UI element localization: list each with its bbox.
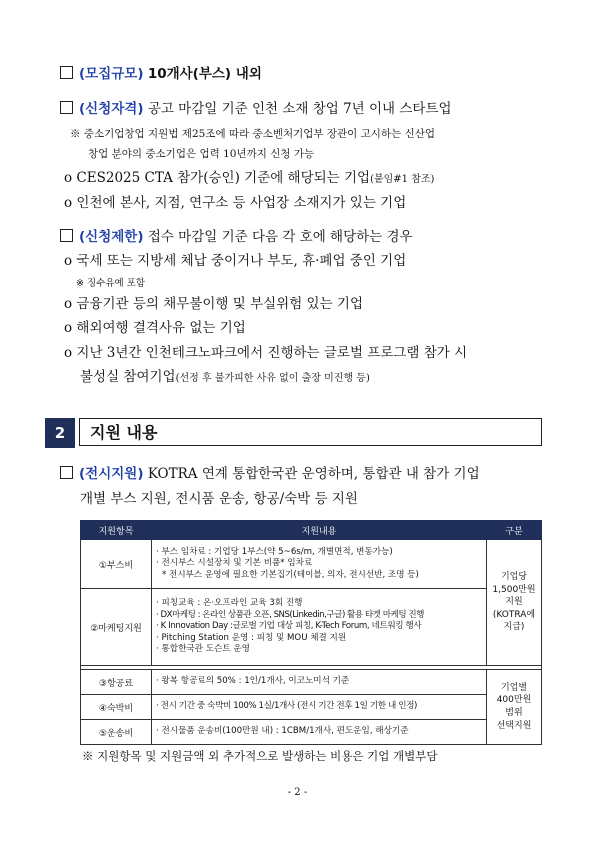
exhibit-text-2: 개별 부스 지원, 전시품 운송, 항공/숙박 등 지원 <box>80 491 358 507</box>
restriction-item-3: o 해외여행 결격사유 없는 기업 <box>64 320 246 336</box>
division-2 <box>487 670 542 745</box>
page-number: - 2 - <box>287 787 308 798</box>
section-number: 2 <box>45 418 75 448</box>
eligibility-note-1: ※ 중소기업창업 지원법 제25조에 따라 중소벤처기업부 장관이 고시하는 신산업 <box>70 128 435 140</box>
table-row <box>81 540 542 589</box>
support-table <box>80 520 542 745</box>
division-2-line: 400만원 <box>496 695 532 706</box>
restriction-label: (신청제한) <box>79 229 144 245</box>
restriction-item-2: o 금융기관 등의 채무불이행 및 부실위험 있는 기업 <box>64 296 363 312</box>
booth-category: ①부스비 <box>81 540 152 589</box>
division-1-line: 지원 <box>505 597 523 608</box>
eligibility-item-1 <box>64 170 434 186</box>
division-1-line: (KOTRA에 <box>492 609 536 620</box>
division-2-line: 기업별 <box>500 682 528 693</box>
restriction-item-1: o 국세 또는 지방세 체납 중이거나 부도, 휴·폐업 중인 기업 <box>64 253 407 269</box>
division-1-line: 1,500만원 <box>492 584 536 595</box>
header-item: 지원항목 <box>81 521 152 540</box>
shipping-category: ⑤운송비 <box>81 720 152 745</box>
booth-line: · 부스 임차료 : 기업당 1부스(약 5~6s/m, 개별면적, 변동가능) <box>156 546 393 557</box>
shipping-content: · 전시물품 운송비(100만원 내) : 1CBM/1개사, 편도운임, 해상기준 <box>152 720 487 745</box>
table-row <box>81 589 542 666</box>
restriction-item-4a: o 지난 3년간 인천테크노파크에서 진행하는 글로벌 프로그램 참가 시 <box>64 345 468 361</box>
air-content: · 왕복 항공료의 50% : 1인/1개사, 이코노미석 기준 <box>152 670 487 695</box>
checkbox-icon <box>60 101 73 114</box>
exhibit-line <box>60 466 480 482</box>
footnote: ※ 지원항목 및 지원금액 외 추가적으로 발생하는 비용은 기업 개별부담 <box>82 749 438 763</box>
marketing-content <box>152 589 487 666</box>
eligibility-item-1-ref: (붙임#1 참조) <box>370 174 435 185</box>
restriction-note: ※ 징수유예 포함 <box>76 278 146 289</box>
restriction-line <box>60 229 413 245</box>
eligibility-line <box>60 101 452 117</box>
marketing-line: · K Innovation Day :글로벌 기업 대상 피칭, K-Tech Forum, 네트워킹 행사 <box>156 621 422 632</box>
checkbox-icon <box>60 229 73 242</box>
table-header-row <box>81 521 542 540</box>
restriction-item-4b-main: 불성실 참여기업 <box>80 369 176 385</box>
division-2-line: 범위 <box>505 708 523 718</box>
marketing-line: · 통합한국관 도슨트 운영 <box>156 644 250 655</box>
header-division: 구분 <box>487 521 542 540</box>
air-category: ③항공료 <box>81 670 152 695</box>
marketing-line: · 피칭교육 : 온·오프라인 교육 3회 진행 <box>156 598 303 609</box>
restriction-item-4b-paren: (선정 후 불가피한 사유 없이 출장 미진행 등) <box>175 373 370 384</box>
checkbox-icon <box>60 66 73 79</box>
lodging-category: ④숙박비 <box>81 695 152 720</box>
restriction-item-4b <box>80 369 370 385</box>
eligibility-note-2: 창업 분야의 중소기업은 업력 10년까지 신청 가능 <box>88 148 315 160</box>
exhibit-text-1: KOTRA 연계 통합한국관 운영하며, 통합관 내 참가 기업 <box>147 466 480 482</box>
division-1 <box>487 540 542 666</box>
division-1-line: 기업당 <box>500 572 528 583</box>
checkbox-icon <box>60 466 73 479</box>
booth-line: * 전시부스 운영에 필요한 기본집기(테이블, 의자, 전시선반, 조명 등) <box>162 569 419 580</box>
restriction-text: 접수 마감일 기준 다음 각 호에 해당하는 경우 <box>147 229 413 245</box>
booth-line: · 전시부스 시설장치 및 기본 비품* 임차료 <box>156 558 313 569</box>
recruit-text: 10개사(부스) 내외 <box>147 66 262 82</box>
lodging-content: · 전시 기간 중 숙박비 100% 1실/1개사 (전시 기간 전후 1일 기한 내 인정) <box>152 695 487 720</box>
section-title: 지원 내용 <box>79 418 542 446</box>
recruit-label: (모집규모) <box>79 66 144 82</box>
exhibit-label: (전시지원) <box>79 466 144 482</box>
marketing-line: · Pitching Station 운영 : 피칭 및 MOU 체결 지원 <box>156 632 347 643</box>
header-content: 지원내용 <box>152 521 487 540</box>
recruit-line <box>60 66 262 82</box>
eligibility-item-2: o 인천에 본사, 지점, 연구소 등 사업장 소재지가 있는 기업 <box>64 195 407 211</box>
eligibility-item-1-main: o CES2025 CTA 참가(승인) 기준에 해당되는 기업 <box>64 170 371 186</box>
table-row <box>81 720 542 745</box>
marketing-line: · DX마케팅 : 온라인 상품관 오픈, SNS(Linkedin,구글) 활용 타겟 마케팅 진행 <box>156 609 424 620</box>
booth-content <box>152 540 487 589</box>
eligibility-text: 공고 마감일 기준 인천 소재 창업 7년 이내 스타트업 <box>147 101 452 117</box>
table-row <box>81 695 542 720</box>
division-1-line: 지급) <box>503 622 525 633</box>
table-row <box>81 670 542 695</box>
eligibility-label: (신청자격) <box>79 101 144 117</box>
marketing-category: ②마케팅지원 <box>81 589 152 666</box>
division-2-line: 선택지원 <box>496 720 532 731</box>
